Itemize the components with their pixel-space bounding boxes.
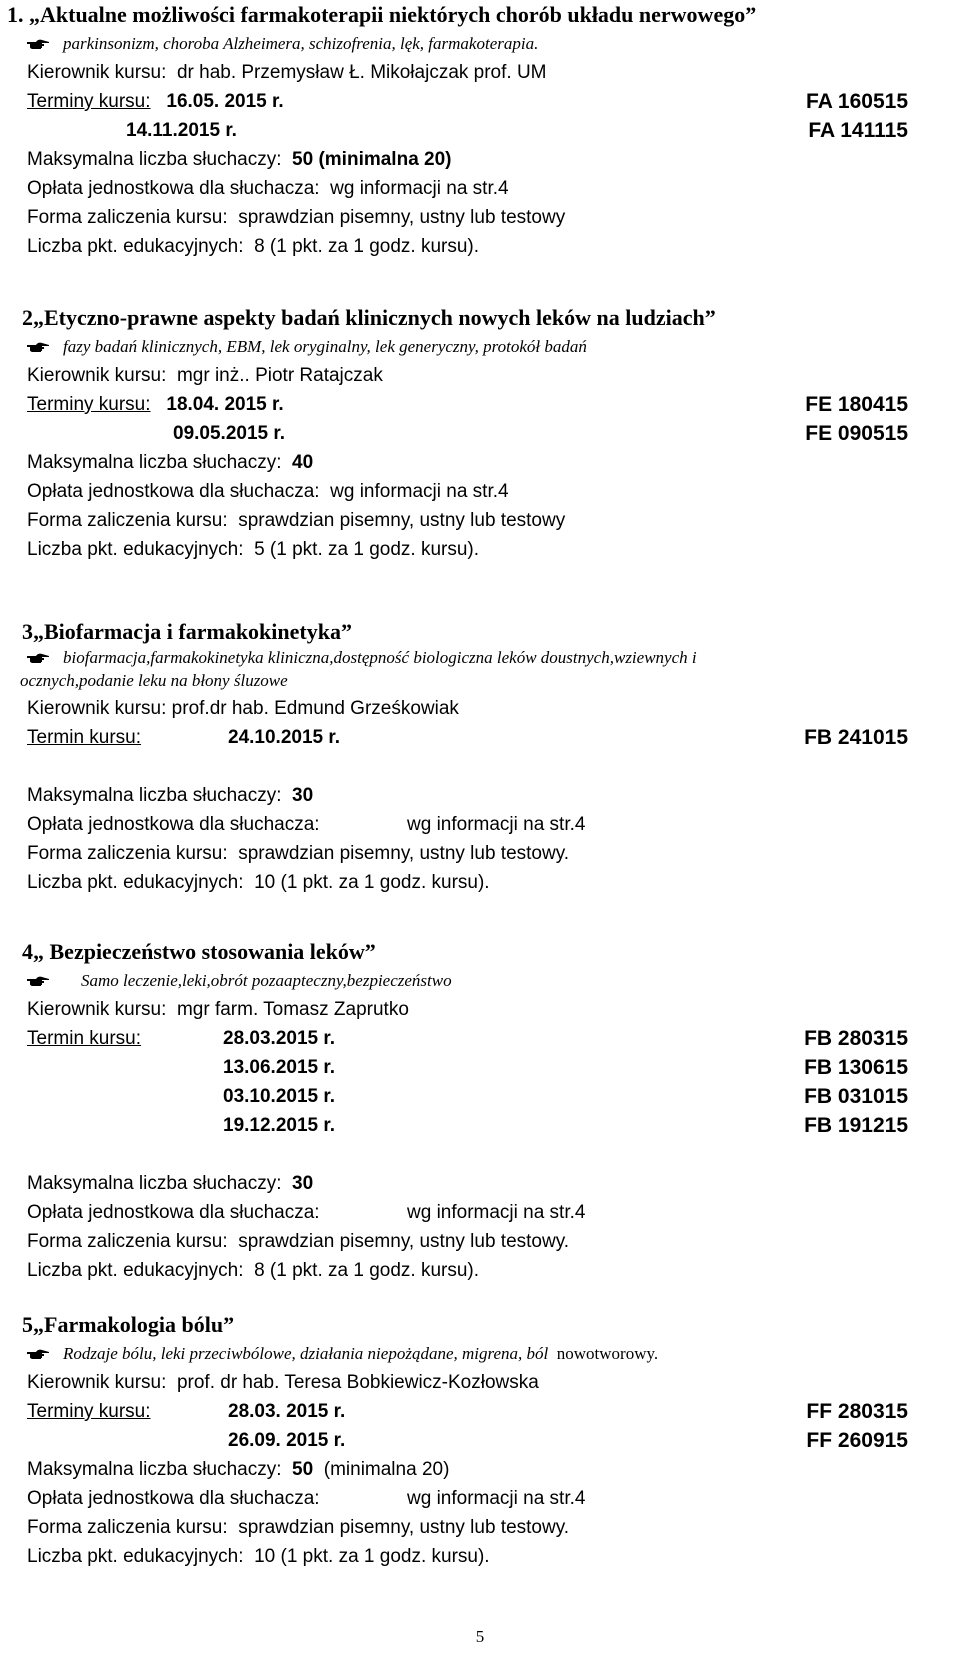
course-fee: Opłata jednostkowa dla słuchacza: wg informacji na str.4 bbox=[27, 481, 509, 502]
course-max: Maksymalna liczba słuchaczy: 30 bbox=[27, 1173, 314, 1194]
pointing-hand-icon bbox=[27, 1349, 49, 1361]
pointing-hand-icon bbox=[27, 39, 49, 51]
course-title: 4„ Bezpieczeństwo stosowania leków” bbox=[22, 939, 376, 964]
course-form: Forma zaliczenia kursu: sprawdzian pisemny, ustny lub testowy bbox=[27, 207, 566, 228]
course-keywords-continued: ocznych,podanie leku na błony śluzowe bbox=[20, 671, 288, 690]
course-fee: Opłata jednostkowa dla słuchacza: wg informacji na str.4 bbox=[27, 1202, 586, 1223]
course-points: Liczba pkt. edukacyjnych: 10 (1 pkt. za 1 godz. kursu). bbox=[27, 872, 490, 893]
course-manager: Kierownik kursu: mgr farm. Tomasz Zaprutko bbox=[27, 999, 409, 1020]
course-points: Liczba pkt. edukacyjnych: 10 (1 pkt. za 1 godz. kursu). bbox=[27, 1546, 490, 1567]
course-term: Terminy kursu: 28.03. 2015 r. FF 280315 bbox=[27, 1400, 908, 1423]
course-max: Maksymalna liczba słuchaczy: 40 bbox=[27, 452, 314, 473]
course-term: 26.09. 2015 r. FF 260915 bbox=[228, 1429, 908, 1452]
course-title: 5„Farmakologia bólu” bbox=[22, 1312, 235, 1337]
course-manager: Kierownik kursu: mgr inż.. Piotr Ratajczak bbox=[27, 365, 383, 386]
course-keywords: parkinsonizm, choroba Alzheimera, schizofrenia, lęk, farmakoterapia. bbox=[0, 29, 960, 58]
course-fee: Opłata jednostkowa dla słuchacza: wg informacji na str.4 bbox=[27, 1488, 586, 1509]
course-form: Forma zaliczenia kursu: sprawdzian pisemny, ustny lub testowy. bbox=[27, 843, 570, 864]
course-max: Maksymalna liczba słuchaczy: 50 (minimalna 20) bbox=[27, 149, 452, 170]
course-term: 13.06.2015 r. FB 130615 bbox=[223, 1056, 908, 1079]
course-title: 1. „Aktualne możliwości farmakoterapii niektórych chorób układu nerwowego” bbox=[7, 2, 757, 27]
course-manager: Kierownik kursu: prof.dr hab. Edmund Grześkowiak bbox=[27, 698, 459, 719]
course-points: Liczba pkt. edukacyjnych: 5 (1 pkt. za 1 godz. kursu). bbox=[27, 539, 480, 560]
course-form: Forma zaliczenia kursu: sprawdzian pisemny, ustny lub testowy. bbox=[27, 1231, 570, 1252]
course-keywords: Samo leczenie,leki,obrót pozaapteczny,bezpieczeństwo bbox=[0, 966, 960, 995]
course-term: 19.12.2015 r. FB 191215 bbox=[223, 1114, 908, 1137]
course-manager: Kierownik kursu: dr hab. Przemysław Ł. Mikołajczak prof. UM bbox=[27, 62, 547, 83]
course-max: Maksymalna liczba słuchaczy: 30 bbox=[27, 785, 314, 806]
pointing-hand-icon bbox=[27, 342, 49, 354]
course-4 bbox=[0, 937, 960, 1285]
course-term: 09.05.2015 r. FE 090515 bbox=[173, 422, 908, 445]
course-term: 03.10.2015 r. FB 031015 bbox=[223, 1085, 908, 1108]
course-term: 14.11.2015 r. FA 141115 bbox=[126, 119, 908, 142]
course-fee: Opłata jednostkowa dla słuchacza: wg informacji na str.4 bbox=[27, 814, 586, 835]
course-5 bbox=[0, 1310, 960, 1571]
pointing-hand-icon bbox=[27, 976, 49, 988]
course-max: Maksymalna liczba słuchaczy: 50 (minimalna 20) bbox=[27, 1459, 450, 1480]
course-term: Termin kursu: 24.10.2015 r. FB 241015 bbox=[27, 726, 908, 749]
course-keywords: Rodzaje bólu, leki przeciwbólowe, działania niepożądane, migrena, ból nowotworowy. bbox=[0, 1339, 960, 1368]
course-term: Terminy kursu: 18.04. 2015 r. FE 180415 bbox=[27, 393, 908, 416]
course-term: Termin kursu: 28.03.2015 r. FB 280315 bbox=[27, 1027, 908, 1050]
course-form: Forma zaliczenia kursu: sprawdzian pisemny, ustny lub testowy. bbox=[27, 1517, 570, 1538]
course-keywords: biofarmacja,farmakokinetyka kliniczna,dostępność biologiczna leków doustnych,wziewnych i bbox=[0, 646, 960, 670]
course-title: 2„Etyczno-prawne aspekty badań klinicznych nowych leków na ludziach” bbox=[22, 305, 716, 330]
course-3 bbox=[0, 617, 960, 897]
course-2 bbox=[0, 303, 960, 564]
page-number: 5 bbox=[475, 1627, 485, 1646]
course-fee: Opłata jednostkowa dla słuchacza: wg informacji na str.4 bbox=[27, 178, 509, 199]
course-title: 3„Biofarmacja i farmakokinetyka” bbox=[22, 619, 352, 644]
pointing-hand-icon bbox=[27, 653, 49, 665]
course-term: Terminy kursu: 16.05. 2015 r. FA 160515 bbox=[27, 90, 908, 113]
course-form: Forma zaliczenia kursu: sprawdzian pisemny, ustny lub testowy bbox=[27, 510, 566, 531]
course-points: Liczba pkt. edukacyjnych: 8 (1 pkt. za 1 godz. kursu). bbox=[27, 236, 480, 257]
course-points: Liczba pkt. edukacyjnych: 8 (1 pkt. za 1 godz. kursu). bbox=[27, 1260, 480, 1281]
course-keywords: fazy badań klinicznych, EBM, lek oryginalny, lek generyczny, protokół badań bbox=[0, 332, 960, 361]
course-1 bbox=[0, 0, 960, 261]
course-manager: Kierownik kursu: prof. dr hab. Teresa Bobkiewicz-Kozłowska bbox=[27, 1372, 539, 1393]
